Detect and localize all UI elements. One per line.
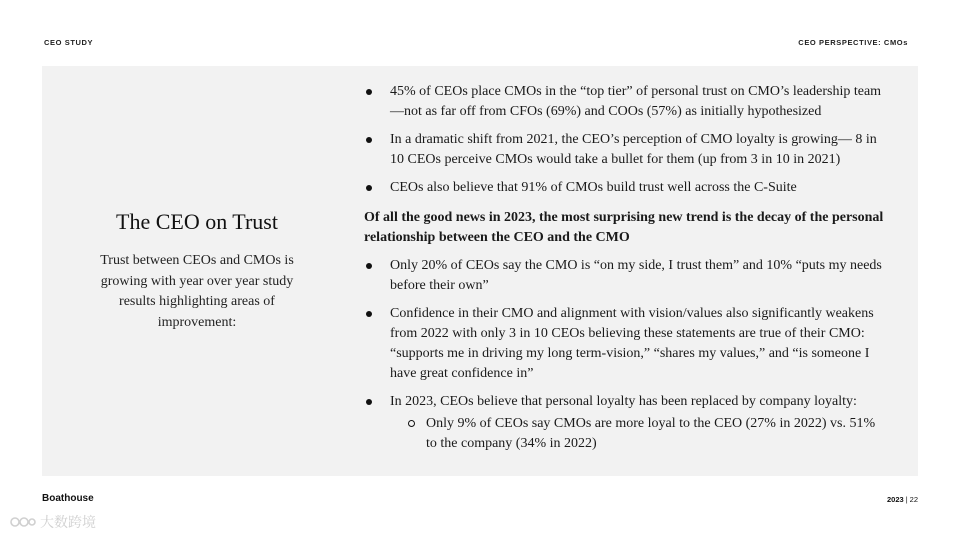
slide-title: The CEO on Trust — [116, 209, 278, 234]
hollow-bullet-icon — [408, 420, 415, 427]
footer-separator: | — [905, 495, 908, 504]
bullet-text: In 2023, CEOs believe that personal loyalty has been replaced by company loyalty: — [390, 394, 857, 409]
bullet-text: CEOs also believe that 91% of CMOs build trust well across the C-Suite — [390, 180, 797, 195]
bullet-text: In a dramatic shift from 2021, the CEO’s perception of CMO loyalty is growing— 8 in 10 CEOs perceive CMOs would take a bullet for them (up from 3 in 10 in 2021) — [390, 132, 877, 167]
header-section-label: CEO PERSPECTIVE: CMOs — [798, 38, 908, 47]
slide-subtitle: Trust between CEOs and CMOs is growing with year over year study results highlighting areas of improvement: — [100, 253, 294, 330]
bullet-item — [364, 304, 884, 384]
bullet-text: Only 20% of CEOs say the CMO is “on my side, I trust them” and 10% “puts my needs before their own” — [390, 258, 882, 293]
watermark-text: 大数跨境 — [40, 515, 96, 531]
bullet-item — [364, 256, 884, 296]
content-panel — [42, 66, 918, 476]
brand-logo: Boathouse — [42, 493, 94, 504]
bullet-dot-icon — [366, 399, 372, 405]
bullet-dot-icon — [366, 185, 372, 191]
page-number — [887, 495, 918, 504]
bullet-item — [364, 392, 884, 412]
highlight-paragraph: Of all the good news in 2023, the most surprising new trend is the decay of the personal relationship between the CEO and the CMO — [364, 210, 884, 245]
bullet-item — [364, 130, 884, 170]
left-column — [42, 66, 352, 476]
footer-year: 2023 — [887, 495, 904, 504]
bullet-dot-icon — [366, 263, 372, 269]
bullet-text: 45% of CEOs place CMOs in the “top tier” of personal trust on CMO’s leadership team—not as far off from CFOs (69%) and COOs (57%) as initially hypothesized — [390, 84, 882, 119]
bullet-dot-icon — [366, 137, 372, 143]
watermark — [10, 512, 96, 532]
sub-bullet-text: Only 9% of CEOs say CMOs are more loyal to the CEO (27% in 2022) vs. 51% to the company (34% in 2022) — [426, 416, 876, 451]
bullet-item — [364, 178, 884, 198]
bullet-dot-icon — [366, 89, 372, 95]
bullet-text: Confidence in their CMO and alignment with vision/values also significantly weakens from 2022 with only 3 in 10 CEOs believing these statements are true of their CMO: “supports me in driving my long term-vision,” “shares my values,” and “is someone I have great confidence in” — [390, 306, 874, 381]
bullet-item — [364, 82, 884, 122]
bullet-dot-icon — [366, 311, 372, 317]
sub-bullet-item — [390, 414, 884, 454]
watermark-logo-icon — [10, 515, 36, 529]
header-study-label: CEO STUDY — [44, 38, 94, 47]
right-column — [364, 82, 884, 454]
footer-page: 22 — [909, 495, 918, 504]
